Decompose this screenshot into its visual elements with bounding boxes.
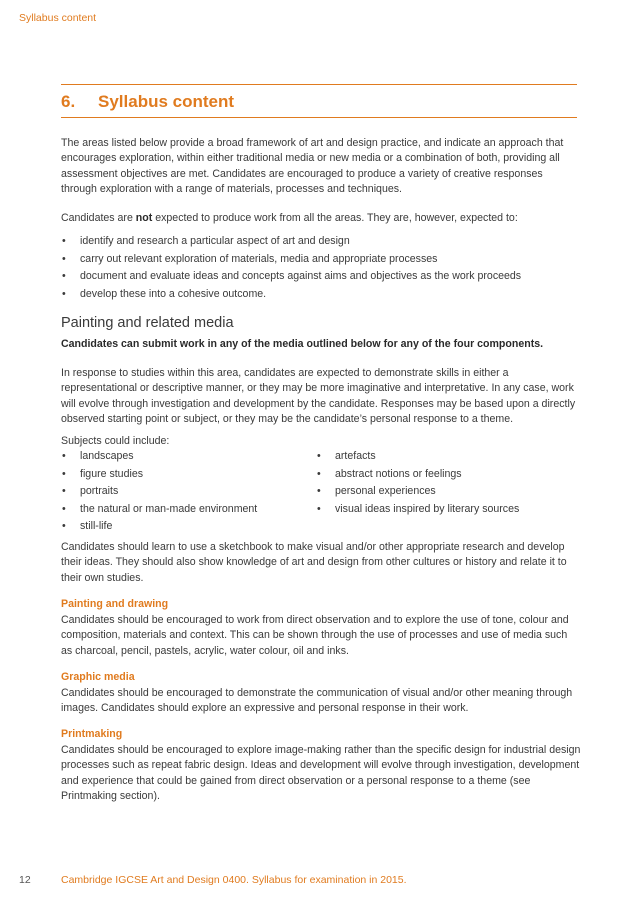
painting-heading: Painting and related media [61,315,234,331]
sketchbook-paragraph: Candidates should learn to use a sketchbook to make visual and/or other appropriate research and develop their ideas. They should also show knowledge of art and design from other cultures or history and relate it to their own studies. [61,541,567,584]
subjects-right-column [316,449,581,537]
expectation-paragraph: Candidates are not expected to produce work from all the areas. They are, however, expected to: [61,212,518,224]
footer-title: Cambridge IGCSE Art and Design 0400. Syllabus for examination in 2015. [61,874,407,886]
title-rule-bottom [61,117,577,118]
subsection-text-graphic-media: Candidates should be encouraged to demonstrate the communication of visual and/or other meaning through images. Candidates should explore an expressive and personal response in their work. [61,687,573,715]
subsection-title-painting-drawing: Painting and drawing [61,598,169,610]
list-item: • visual ideas inspired by literary sources [316,502,581,520]
intro-paragraph: The areas listed below provide a broad framework of art and design practice, and indicate an approach that encourages exploration, within either traditional media or new media or a combination of both, providing all assessment objectives are met. Candidates are encouraged to produce a variety of creative responses through exploration with a range of materials, processes and techniques. [61,137,564,196]
list-item: • document and evaluate ideas and concepts against aims and objectives as the work proceeds [61,269,581,287]
list-item: • landscapes [61,449,316,467]
subjects-list [61,449,581,537]
list-item: • develop these into a cohesive outcome. [61,287,581,305]
title-rule-top [61,84,577,85]
list-item: • still-life [61,519,316,537]
subsection-title-printmaking: Printmaking [61,728,123,740]
list-item: • carry out relevant exploration of materials, media and appropriate processes [61,252,581,270]
expectation-list [61,234,581,304]
subsection-text-painting-drawing: Candidates should be encouraged to work from direct observation and to explore the use of tone, colour and composition, materials and context. This can be shown through the use of processes and use of media such as charcoal, pencil, pastels, acrylic, water colour, oil and inks. [61,614,569,657]
subjects-label: Subjects could include: [61,435,170,447]
subjects-left-column [61,449,316,537]
painting-bold-note: Candidates can submit work in any of the media outlined below for any of the four components. [61,338,544,350]
list-item: • personal experiences [316,484,581,502]
list-item: • figure studies [61,467,316,485]
running-head: Syllabus content [19,12,97,24]
subsection-title-graphic-media: Graphic media [61,671,135,683]
list-item: • artefacts [316,449,581,467]
section-number: 6. [61,92,76,111]
painting-paragraph: In response to studies within this area, candidates are expected to demonstrate skills in either a representational or descriptive manner, or they may be more imaginative and interpretative. In any case, work will evolve through investigation and development by the candidate. Responses may be based upon a directly observed starting point or subject, or they may be the candidate’s personal response to a theme. [61,367,576,426]
section-title-text: Syllabus content [98,92,235,111]
page-number: 12 [19,874,31,886]
list-item: • portraits [61,484,316,502]
subsection-text-printmaking: Candidates should be encouraged to explore image-making rather than the specific design for industrial design processes such as repeat fabric design. Ideas and development will evolve through investigation, development and experience that could be gained from direct observation or a personal response to a theme (see Printmaking section). [61,744,581,803]
section-title [61,92,234,112]
list-item: • abstract notions or feelings [316,467,581,485]
list-item: • the natural or man-made environment [61,502,316,520]
emphasis-not: not [135,212,153,224]
list-item: • identify and research a particular aspect of art and design [61,234,581,252]
